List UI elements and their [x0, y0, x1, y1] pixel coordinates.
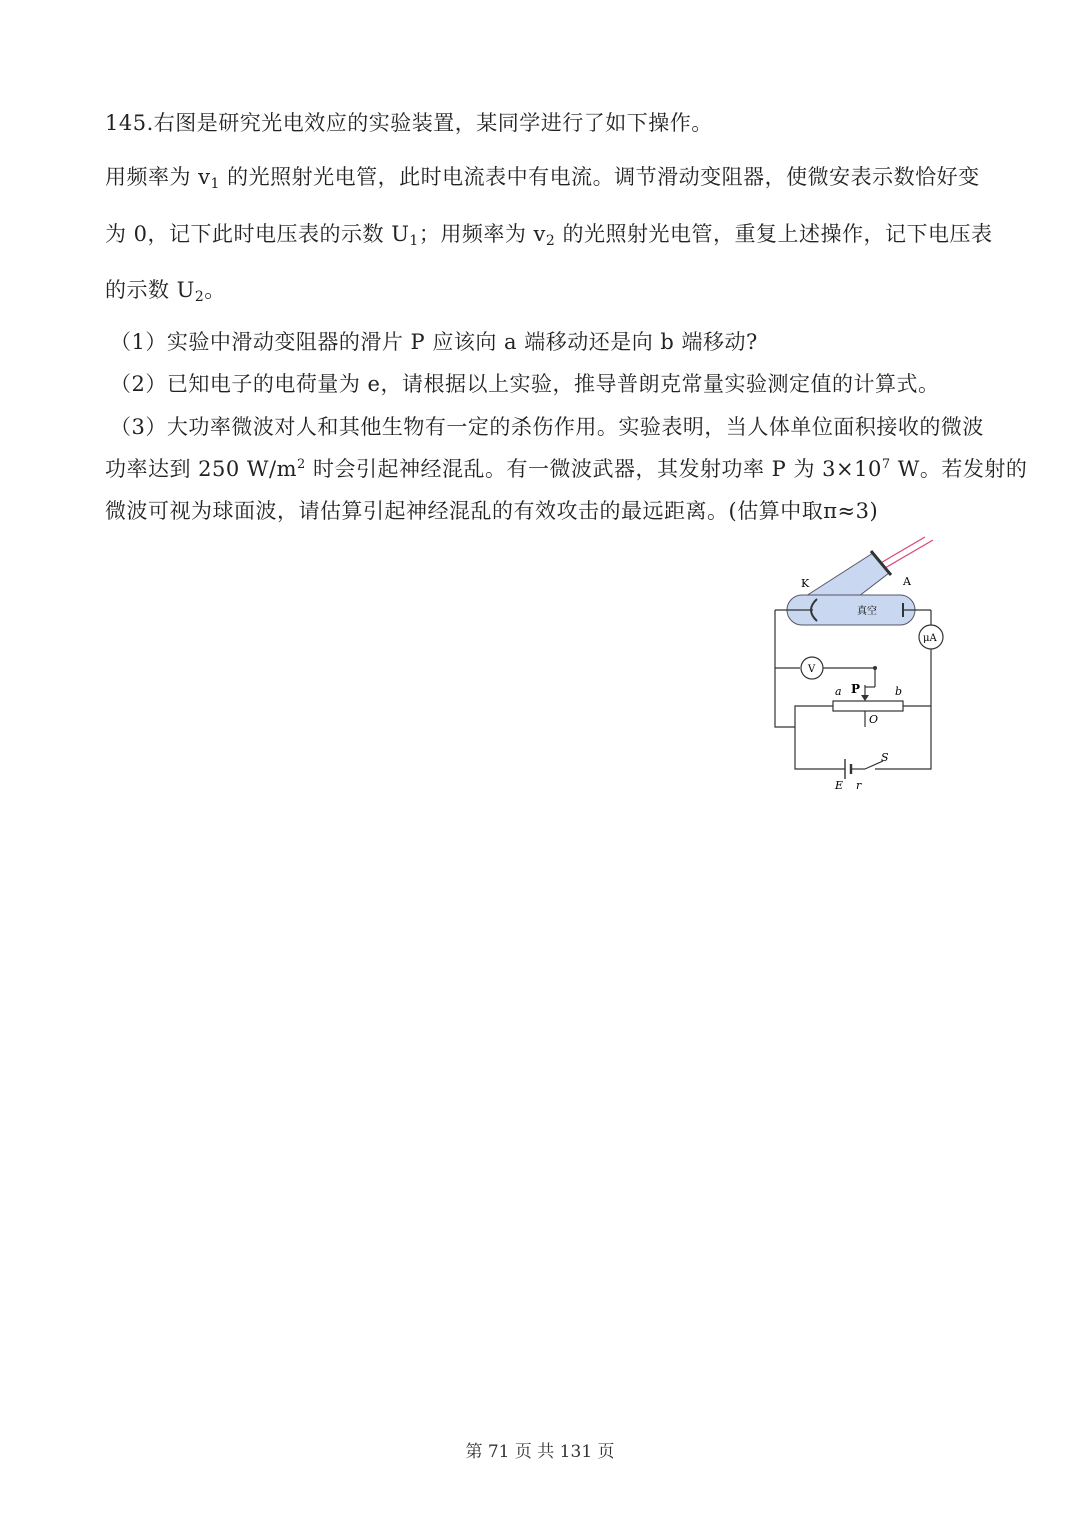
sub-question-2: （2）已知电子的电荷量为 e，请根据以上实验，推导普朗克常量实验测定值的计算式。 — [110, 372, 940, 396]
sub-question-1: （1）实验中滑动变阻器的滑片 P 应该向 a 端移动还是向 b 端移动? — [110, 330, 758, 354]
label-r: r — [856, 779, 862, 792]
label-p: P — [851, 682, 861, 696]
subscript-2: 2 — [545, 233, 556, 249]
circuit-diagram — [765, 535, 945, 795]
wire-bottom-left — [795, 727, 845, 769]
question-title: 145.右图是研究光电效应的实验装置，某同学进行了如下操作。 — [105, 111, 713, 135]
superscript-2: 2 — [297, 457, 306, 472]
sub-question-3-line-3: 微波可视为球面波，请估算引起神经混乱的有效攻击的最远距离。(估算中取π≈3) — [105, 499, 879, 523]
page-footer — [0, 1437, 1080, 1462]
label-s: S — [881, 751, 889, 764]
label-vacuum: 真空 — [857, 606, 877, 617]
slider-arrow — [861, 695, 869, 701]
superscript-7: 7 — [881, 457, 891, 472]
label-e: E — [835, 779, 844, 792]
label-a-anode: A — [903, 575, 911, 588]
sub-question-3-line-1: （3）大功率微波对人和其他生物有一定的杀伤作用。实验表明，当人体单位面积接收的微波 — [110, 415, 984, 439]
label-a: a — [835, 685, 842, 698]
subscript-u1: 1 — [409, 233, 419, 249]
paragraph-line-3: 的示数 U2。 — [105, 278, 226, 305]
subscript-1: 1 — [210, 176, 220, 192]
label-o: O — [869, 713, 879, 726]
label-k: K — [801, 577, 810, 590]
photoelectric-circuit-figure — [765, 535, 945, 795]
rheostat — [833, 701, 903, 711]
wire-rheostat-left — [795, 706, 833, 727]
label-b: b — [895, 685, 903, 698]
wire-to-slider — [823, 668, 875, 687]
sub-question-3-line-2: 功率达到 250 $W/m^2$ 时会引起神经混乱。有一微波武器，其发射功率 P 为 $3\times 10^7$ W。若发射的 — [105, 457, 1028, 481]
label-microammeter: μA — [923, 633, 937, 644]
page-number: 第 71 页 共 131 页 — [465, 1442, 615, 1462]
junction-dot — [873, 666, 877, 670]
subscript-u2: 2 — [194, 289, 205, 305]
paragraph-line-1: 用频率为 v1 的光照射光电管，此时电流表中有电流。调节滑动变阻器，使微安表示数恰好变 — [105, 165, 980, 192]
label-voltmeter: V — [808, 664, 816, 675]
paragraph-line-2: 为 0，记下此时电压表的示数 U1；用频率为 v2 的光照射光电管，重复上述操作，记下电压表 — [105, 222, 993, 249]
